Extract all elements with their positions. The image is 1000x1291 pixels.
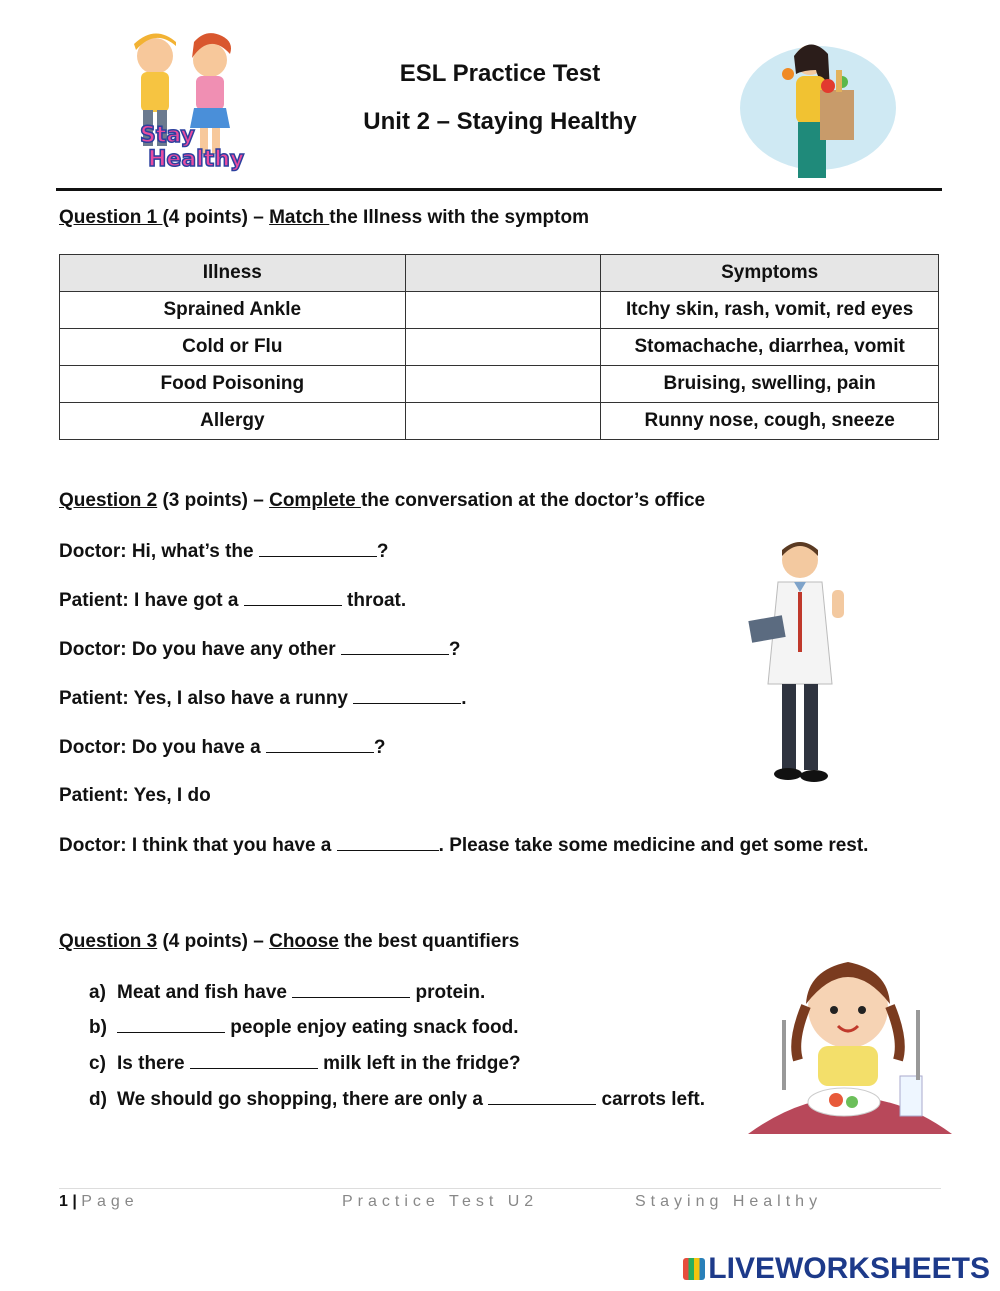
item-text: milk left in the fridge? — [317, 1053, 521, 1074]
table-row — [60, 403, 939, 440]
dialogue-line — [59, 589, 406, 612]
question-3-instruction: the best quantifiers — [338, 931, 520, 952]
dialogue-text: Patient: Yes, I do — [59, 785, 211, 806]
header-illness: Illness — [60, 255, 406, 292]
item-text: protein. — [410, 982, 486, 1003]
stay-healthy-logo — [110, 24, 260, 176]
question-1-label: Question 1 — [59, 207, 163, 228]
item-text: We should go shopping, there are only a — [117, 1089, 489, 1110]
dialogue-text: throat. — [341, 590, 407, 611]
item-text: people enjoy eating snack food. — [225, 1017, 519, 1038]
symptom-cell: Stomachache, diarrhea, vomit — [601, 329, 939, 366]
woman-groceries-illustration — [738, 30, 898, 180]
table-row — [60, 366, 939, 403]
dialogue-text: Doctor: Do you have any other — [59, 639, 341, 660]
question-2-label: Question 2 — [59, 490, 158, 511]
item-text: Is there — [117, 1053, 190, 1074]
illness-cell: Food Poisoning — [60, 366, 406, 403]
illness-cell: Cold or Flu — [60, 329, 406, 366]
dialogue-text: . — [461, 688, 467, 709]
doc-title-line1: ESL Practice Test — [399, 60, 601, 87]
quantifier-item — [89, 1016, 519, 1039]
answer-blank[interactable] — [266, 736, 374, 753]
header-symptoms: Symptoms — [601, 255, 939, 292]
item-text: carrots left. — [596, 1089, 706, 1110]
answer-blank[interactable] — [259, 540, 377, 557]
table-row — [60, 329, 939, 366]
liveworksheets-brand — [683, 1252, 990, 1286]
dialogue-text: Patient: I have got a — [59, 590, 244, 611]
item-letter: a) — [89, 982, 106, 1003]
dialogue-text: Doctor: Do you have a — [59, 737, 266, 758]
question-1-instruction: the Illness with the symptom — [329, 207, 589, 228]
quantifier-item — [89, 1052, 521, 1075]
answer-blank[interactable] — [337, 834, 439, 851]
match-cell[interactable] — [405, 292, 601, 329]
question-2-points: (3 points) – — [157, 490, 270, 511]
item-letter: c) — [89, 1053, 106, 1074]
match-cell[interactable] — [405, 403, 601, 440]
answer-blank[interactable] — [292, 981, 410, 998]
logo-text-healthy: Healthy — [148, 147, 245, 172]
table-row — [60, 292, 939, 329]
dialogue-text: Patient: Yes, I also have a runny — [59, 688, 354, 709]
symptom-cell: Runny nose, cough, sneeze — [601, 403, 939, 440]
page-number: 1 — [59, 1193, 68, 1210]
dialogue-line — [59, 540, 388, 563]
question-3-label: Question 3 — [59, 931, 158, 952]
symptom-cell: Bruising, swelling, pain — [601, 366, 939, 403]
dialogue-text: ? — [373, 737, 386, 758]
page-footer — [59, 1188, 941, 1211]
question-2-instruction: the conversation at the doctor’s office — [360, 490, 706, 511]
question-1-points: (4 points) – — [162, 207, 270, 228]
footer-page-word: Page — [81, 1193, 139, 1210]
liveworksheets-name: LIVEWORKSHEETS — [708, 1252, 990, 1285]
match-cell[interactable] — [405, 329, 601, 366]
header-match — [405, 255, 601, 292]
answer-blank[interactable] — [341, 638, 449, 655]
question-3-points: (4 points) – — [157, 931, 270, 952]
dialogue-line — [59, 834, 868, 857]
footer-right: Staying Healthy — [635, 1193, 823, 1210]
dialogue-text: Doctor: Hi, what’s the — [59, 541, 259, 562]
symptom-cell: Itchy skin, rash, vomit, red eyes — [601, 292, 939, 329]
answer-blank[interactable] — [244, 589, 342, 606]
footer-separator: | — [67, 1193, 82, 1210]
dialogue-line — [59, 736, 386, 759]
match-cell[interactable] — [405, 366, 601, 403]
dialogue-line — [59, 687, 467, 710]
quantifier-item — [89, 981, 485, 1004]
question-2-verb: Complete — [269, 490, 361, 511]
quantifier-item — [89, 1088, 705, 1111]
item-text: Meat and fish have — [117, 982, 293, 1003]
illness-cell: Sprained Ankle — [60, 292, 406, 329]
answer-blank[interactable] — [353, 687, 461, 704]
question-1-verb: Match — [269, 207, 330, 228]
matching-table — [59, 254, 939, 440]
question-2-title — [59, 490, 705, 512]
dialogue-line — [59, 638, 460, 661]
liveworksheets-logo-icon — [683, 1258, 705, 1280]
dialogue-text: Doctor: I think that you have a — [59, 835, 337, 856]
answer-blank[interactable] — [117, 1016, 225, 1033]
footer-middle: Practice Test U2 — [342, 1193, 539, 1210]
question-3-verb: Choose — [269, 931, 339, 952]
question-3-title — [59, 931, 519, 953]
item-letter: d) — [89, 1089, 107, 1110]
question-1-title — [59, 207, 589, 229]
table-header-row — [60, 255, 939, 292]
doctor-illustration — [748, 534, 852, 786]
doc-title-line2: Unit 2 – Staying Healthy — [363, 108, 637, 135]
illness-cell: Allergy — [60, 403, 406, 440]
header-divider — [56, 188, 942, 191]
girl-eating-illustration — [748, 950, 952, 1134]
item-letter: b) — [89, 1017, 107, 1038]
dialogue-line — [59, 785, 211, 807]
logo-text-stay: Stay — [140, 123, 195, 148]
dialogue-text: ? — [376, 541, 389, 562]
dialogue-text: ? — [448, 639, 461, 660]
answer-blank[interactable] — [488, 1088, 596, 1105]
answer-blank[interactable] — [190, 1052, 318, 1069]
dialogue-text: . Please take some medicine and get some rest. — [438, 835, 869, 856]
